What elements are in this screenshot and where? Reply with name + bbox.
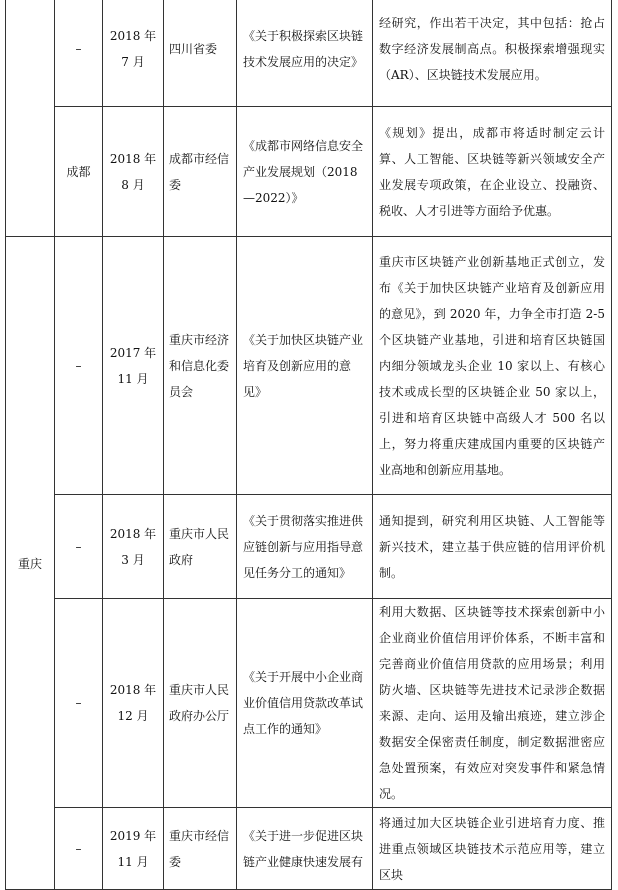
dash-cell: – <box>55 237 103 495</box>
dash-cell: – <box>55 0 103 107</box>
dept-cell: 重庆市人民政府 <box>164 495 237 599</box>
dept-cell: 四川省委 <box>164 0 237 107</box>
table-row <box>6 0 612 107</box>
table-row <box>6 808 612 890</box>
city-cell: 成都 <box>55 107 103 237</box>
dash-cell: – <box>55 808 103 890</box>
dept-cell: 重庆市经济和信息化委员会 <box>164 237 237 495</box>
date-cell <box>103 599 164 808</box>
date-cell <box>103 808 164 890</box>
content-cell: 利用大数据、区块链等技术探索创新中小企业商业价值信用评价体系，不断丰富和完善商业价值信用贷款的应用场景；利用防火墙、区块链等先进技术记录涉企数据来源、走向、运用及输出痕迹，建立涉企数据安全保密责任制度，制定数据泄密应急处置预案，有效应对突发事件和紧急情况。 <box>373 599 612 808</box>
date-year: 2018 年 <box>109 151 157 166</box>
date-month: 11 月 <box>117 854 149 869</box>
date-cell <box>103 237 164 495</box>
region-cell: 重庆 <box>6 237 55 890</box>
date-month: 11 月 <box>117 371 149 386</box>
content-cell: 通知提到，研究利用区块链、人工智能等新兴技术，建立基于供应链的信用评价机制。 <box>373 495 612 599</box>
doc-cell: 《关于加快区块链产业培育及创新应用的意见》 <box>237 237 373 495</box>
doc-cell: 《成都市网络信息安全产业发展规划（2018—2022）》 <box>237 107 373 237</box>
date-cell <box>103 495 164 599</box>
content-cell: 《规划》提出，成都市将适时制定云计算、人工智能、区块链等新兴领域安全产业发展专项政策，在企业设立、投融资、税收、人才引进等方面给予优惠。 <box>373 107 612 237</box>
table-row <box>6 237 612 495</box>
dept-cell: 重庆市经信委 <box>164 808 237 890</box>
date-year: 2019 年 <box>109 828 157 843</box>
date-month: 8 月 <box>121 177 145 192</box>
table-row <box>6 495 612 599</box>
content-cell: 经研究，作出若干决定，其中包括：抢占数字经济发展制高点。积极探索增强现实（AR）、区块链技术发展应用。 <box>373 0 612 107</box>
doc-cell: 《关于开展中小企业商业价值信用贷款改革试点工作的通知》 <box>237 599 373 808</box>
doc-cell: 《关于进一步促进区块链产业健康快速发展有 <box>237 808 373 890</box>
date-cell <box>103 107 164 237</box>
dept-cell: 重庆市人民政府办公厅 <box>164 599 237 808</box>
date-month: 7 月 <box>121 54 145 69</box>
date-month: 12 月 <box>117 709 149 723</box>
content-cell: 重庆市区块链产业创新基地正式创立，发布《关于加快区块链产业培育及创新应用的意见》，到 2020 年，力争全市打造 2-5 个区块链产业基地，引进和培育区块链国内细分领域龙头企业 10 家以上、有核心技术或成长型的区块链企业 50 家以上，引进和培育区块链中高级人才 500 名以上，努力将重庆建成国内重要的区块链产业高地和创新应用基地。 <box>373 237 612 495</box>
date-month: 3 月 <box>121 552 145 567</box>
date-year: 2018 年 <box>109 683 157 697</box>
region-cell <box>6 0 55 237</box>
dash-cell: – <box>55 495 103 599</box>
dept-cell: 成都市经信委 <box>164 107 237 237</box>
date-year: 2018 年 <box>109 28 157 43</box>
dash-cell: – <box>55 599 103 808</box>
content-cell: 将通过加大区块链企业引进培育力度、推进重点领域区块链技术示范应用等，建立区块 <box>373 808 612 890</box>
table-row <box>6 107 612 237</box>
doc-cell: 《关于积极探索区块链技术发展应用的决定》 <box>237 0 373 107</box>
doc-cell: 《关于贯彻落实推进供应链创新与应用指导意见任务分工的通知》 <box>237 495 373 599</box>
date-year: 2018 年 <box>109 526 157 541</box>
date-year: 2017 年 <box>109 345 157 360</box>
policy-table <box>5 0 612 890</box>
date-cell <box>103 0 164 107</box>
table-row <box>6 599 612 808</box>
